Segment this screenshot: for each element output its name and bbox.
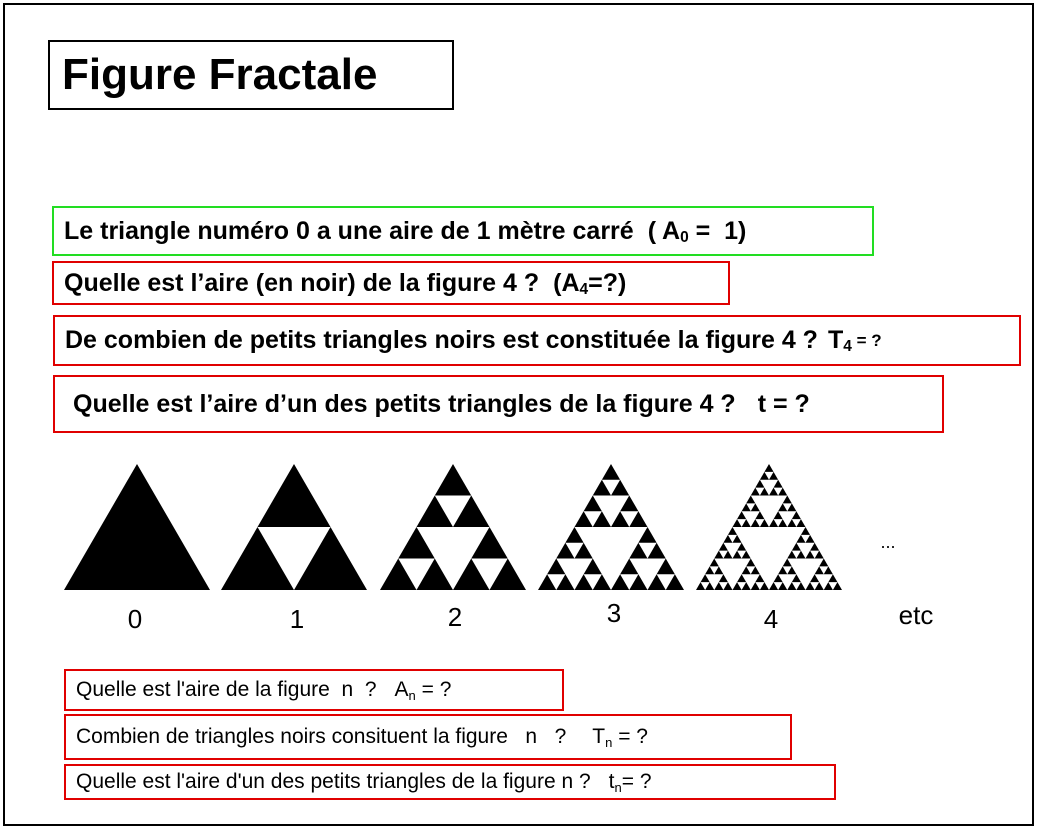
black-triangle: [774, 480, 783, 488]
figure-label-3: 3: [606, 598, 622, 628]
black-triangle: [714, 582, 723, 590]
black-triangle: [723, 535, 732, 543]
black-triangle: [398, 527, 435, 559]
black-triangle: [733, 582, 742, 590]
black-triangle: [810, 574, 819, 582]
black-triangle: [787, 582, 796, 590]
figure-label-2: 2: [447, 602, 463, 632]
black-triangle: [751, 503, 760, 511]
black-triangle: [746, 559, 755, 567]
black-triangle: [575, 543, 593, 559]
black-triangle: [638, 527, 656, 543]
black-triangle: [787, 566, 796, 574]
black-triangle: [705, 566, 714, 574]
question-general-area-formula-rest: = ?: [415, 678, 452, 701]
black-triangle: [733, 551, 742, 559]
black-triangle: [611, 511, 629, 527]
black-triangle: [490, 559, 527, 591]
black-triangle: [556, 543, 574, 559]
black-triangle: [769, 488, 778, 496]
figure-label-etc: etc: [898, 600, 934, 630]
question-fig4-count-formula-sub: 4: [843, 338, 852, 356]
black-triangle: [751, 582, 760, 590]
black-triangle: [796, 551, 805, 559]
black-triangle: [565, 527, 583, 543]
black-triangle: [648, 574, 666, 590]
black-triangle: [792, 574, 801, 582]
figure-label-1: 1: [289, 604, 305, 634]
black-triangle: [778, 566, 787, 574]
black-triangle: [769, 472, 778, 480]
black-triangle: [648, 543, 666, 559]
black-triangle: [742, 519, 751, 527]
black-triangle: [760, 472, 769, 480]
question-general-count-text: Combien de triangles noirs consituent la figure n ?: [76, 725, 567, 748]
black-triangle: [751, 488, 760, 496]
black-triangle: [593, 574, 611, 590]
black-triangle: [258, 464, 331, 527]
black-triangle: [742, 503, 751, 511]
sierpinski-figure-2: [380, 464, 526, 590]
black-triangle: [620, 559, 638, 575]
black-triangle: [556, 574, 574, 590]
black-triangle: [737, 543, 746, 551]
question-fig4-area-formula-rest: =?): [588, 268, 627, 297]
black-triangle: [806, 582, 815, 590]
question-general-area-formula-open: A: [394, 678, 409, 701]
question-fig4-unit-area-formula: t = ?: [757, 389, 810, 418]
black-triangle: [620, 496, 638, 512]
black-triangle: [538, 574, 556, 590]
figure-label-0: 0: [127, 604, 143, 634]
black-triangle: [778, 503, 787, 511]
black-triangle: [806, 535, 815, 543]
black-triangle: [778, 519, 787, 527]
sierpinski-figure-0: [64, 464, 210, 590]
black-triangle: [575, 511, 593, 527]
black-triangle: [723, 551, 732, 559]
black-triangle: [64, 464, 210, 590]
black-triangle: [733, 519, 742, 527]
question-general-unit-area-text: Quelle est l'aire d'un des petits triangles de la figure n ?: [76, 770, 591, 793]
black-triangle: [815, 582, 824, 590]
black-triangle: [778, 488, 787, 496]
black-triangle: [417, 559, 454, 591]
black-triangle: [769, 582, 778, 590]
question-general-count-formula-open: T: [592, 725, 606, 748]
black-triangle: [828, 574, 837, 582]
black-triangle: [611, 574, 629, 590]
black-triangle: [801, 527, 810, 535]
black-triangle: [751, 519, 760, 527]
question-general-area-text: Quelle est l'aire de la figure n ?: [76, 678, 377, 701]
black-triangle: [815, 551, 824, 559]
black-triangle: [701, 574, 710, 582]
black-triangle: [696, 582, 705, 590]
question-general-unit-area-box: [64, 764, 836, 800]
black-triangle: [787, 551, 796, 559]
sierpinski-figure-3: [538, 464, 684, 590]
statement-formula-rest: = 1): [688, 216, 747, 245]
question-general-unit-area-formula-open: t: [608, 770, 615, 793]
question-general-area-box: [64, 669, 564, 711]
black-triangle: [792, 543, 801, 551]
black-triangle: [755, 511, 764, 519]
question-fig4-area-formula-sub: 4: [579, 280, 589, 298]
question-fig4-count-text: De combien de petits triangles noirs est constituée la figure 4 ?: [65, 326, 818, 354]
black-triangle: [593, 511, 611, 527]
page-title: Figure Fractale: [48, 40, 454, 110]
black-triangle: [769, 519, 778, 527]
black-triangle: [584, 559, 602, 575]
question-fig4-unit-area-text: Quelle est l’aire d’un des petits triangles de la figure 4 ?: [73, 389, 736, 418]
black-triangle: [714, 551, 723, 559]
black-triangle: [547, 559, 565, 575]
black-triangle: [760, 519, 769, 527]
black-triangle: [719, 543, 728, 551]
black-triangle: [723, 582, 732, 590]
black-triangle: [453, 496, 490, 528]
black-triangle: [453, 559, 490, 591]
question-fig4-count-formula-open: T: [827, 326, 844, 354]
black-triangle: [819, 559, 828, 567]
black-triangle: [783, 559, 792, 567]
black-triangle: [719, 574, 728, 582]
black-triangle: [833, 582, 842, 590]
black-triangle: [629, 574, 647, 590]
black-triangle: [796, 535, 805, 543]
statement-formula-open: ( A: [647, 216, 681, 245]
black-triangle: [778, 582, 787, 590]
question-fig4-area-formula-open: (A: [553, 268, 580, 297]
black-triangle: [714, 566, 723, 574]
black-triangle: [705, 582, 714, 590]
black-triangle: [806, 551, 815, 559]
black-triangle: [824, 582, 833, 590]
black-triangle: [760, 488, 769, 496]
question-general-area-formula-sub: n: [408, 688, 416, 704]
sierpinski-figure-1: [221, 464, 367, 590]
black-triangle: [584, 496, 602, 512]
black-triangle: [602, 464, 620, 480]
black-triangle: [787, 503, 796, 511]
black-triangle: [294, 527, 367, 590]
black-triangle: [751, 566, 760, 574]
question-general-unit-area-formula-sub: n: [614, 780, 622, 796]
black-triangle: [657, 559, 675, 575]
statement-formula-sub: 0: [680, 228, 689, 246]
black-triangle: [760, 582, 769, 590]
figure-label-4: 4: [763, 604, 779, 634]
black-triangle: [755, 574, 764, 582]
black-triangle: [746, 496, 755, 504]
black-triangle: [755, 480, 764, 488]
question-fig4-count-formula-rest: = ?: [851, 330, 882, 350]
black-triangle: [742, 551, 751, 559]
ellipsis-text: ...: [880, 532, 896, 552]
black-triangle: [710, 559, 719, 567]
black-triangle: [733, 535, 742, 543]
black-triangle: [815, 566, 824, 574]
statement-text: Le triangle numéro 0 a une aire de 1 mètre carré: [64, 216, 634, 245]
black-triangle: [593, 480, 611, 496]
black-triangle: [471, 527, 508, 559]
black-triangle: [764, 464, 773, 472]
black-triangle: [611, 480, 629, 496]
black-triangle: [774, 574, 783, 582]
black-triangle: [666, 574, 684, 590]
black-triangle: [796, 519, 805, 527]
question-general-count-formula-rest: = ?: [612, 725, 648, 748]
black-triangle: [774, 511, 783, 519]
sierpinski-figure-4: [696, 464, 842, 590]
black-triangle: [435, 464, 472, 496]
black-triangle: [742, 566, 751, 574]
question-fig4-area-text: Quelle est l’aire (en noir) de la figure 4 ?: [64, 268, 540, 297]
question-general-count-box: [64, 714, 792, 760]
black-triangle: [629, 543, 647, 559]
black-triangle: [792, 511, 801, 519]
black-triangle: [417, 496, 454, 528]
black-triangle: [824, 566, 833, 574]
black-triangle: [783, 496, 792, 504]
black-triangle: [737, 511, 746, 519]
black-triangle: [742, 582, 751, 590]
black-triangle: [575, 574, 593, 590]
black-triangle: [810, 543, 819, 551]
question-general-unit-area-formula-rest: = ?: [621, 770, 652, 793]
question-general-count-formula-sub: n: [605, 735, 613, 751]
black-triangle: [380, 559, 417, 591]
black-triangle: [796, 582, 805, 590]
black-triangle: [787, 519, 796, 527]
black-triangle: [221, 527, 294, 590]
black-triangle: [629, 511, 647, 527]
black-triangle: [728, 527, 737, 535]
black-triangle: [737, 574, 746, 582]
